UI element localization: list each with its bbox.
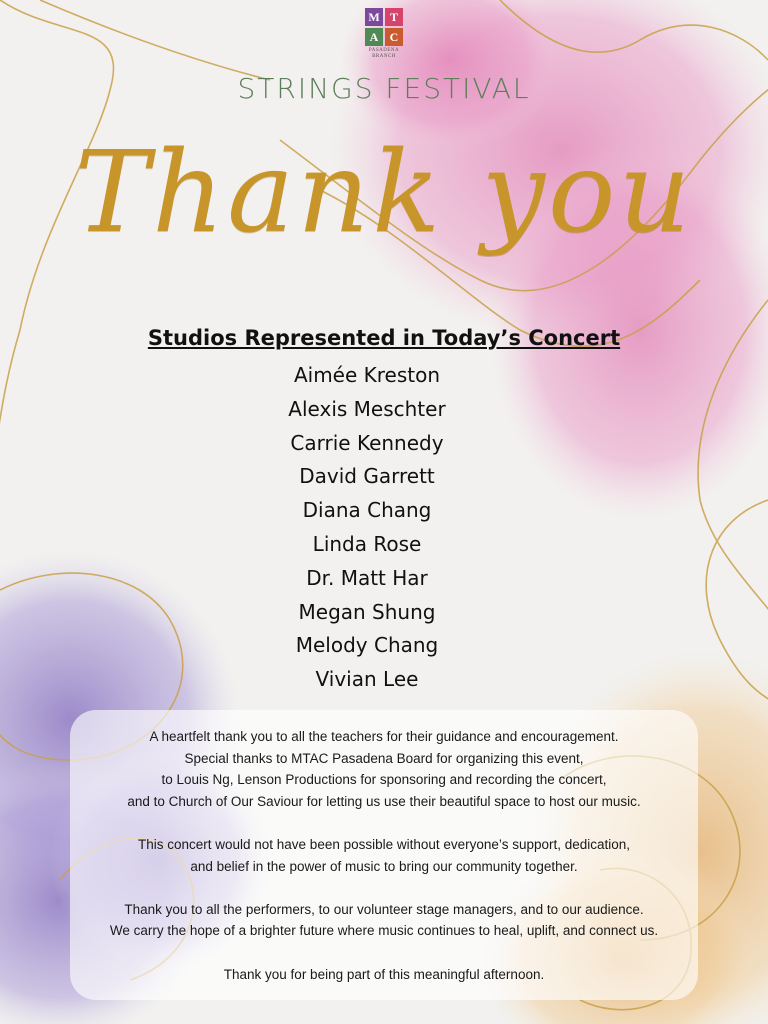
message-paragraph	[70, 726, 698, 812]
message-line: to Louis Ng, Lenson Productions for sponsoring and recording the concert,	[161, 772, 607, 788]
message-paragraph	[70, 834, 698, 877]
studio-name: Aimée Kreston	[293, 363, 441, 387]
logo-letter: T	[385, 8, 403, 26]
message-line: We carry the hope of a brighter future where music continues to heal, uplift, and connect us.	[109, 923, 659, 939]
message-paragraph	[70, 964, 698, 986]
studio-name: Carrie Kennedy	[290, 430, 444, 455]
studio-name: Dr. Matt Har	[306, 565, 428, 590]
studio-name: Alexis Meschter	[288, 396, 446, 421]
logo-letter: A	[365, 28, 383, 46]
message-line: Thank you to all the performers, to our volunteer stage managers, and to our audience.	[124, 901, 644, 917]
logo-letter: M	[365, 8, 383, 26]
festival-title: STRINGS FESTIVAL	[237, 72, 531, 105]
studios-list	[0, 359, 734, 697]
studio-name: Linda Rose	[312, 531, 422, 556]
message-line: A heartfelt thank you to all the teachers for their guidance and encouragement.	[149, 729, 619, 744]
message-line: Thank you for being part of this meaningful afternoon.	[223, 966, 545, 982]
mtac-logo	[364, 8, 404, 68]
message-line: Special thanks to MTAC Pasadena Board for organizing this event,	[184, 750, 584, 766]
logo-letter: C	[385, 28, 403, 46]
studio-name: Vivian Lee	[315, 667, 419, 692]
studio-name: Megan Shung	[298, 599, 436, 624]
thank-you-message	[70, 726, 698, 985]
studio-name: Diana Chang	[302, 498, 432, 523]
studio-name: David Garrett	[299, 464, 435, 489]
logo-grid	[365, 8, 403, 46]
message-line: This concert would not have been possible without everyone’s support, dedication,	[137, 836, 631, 852]
message-line: and to Church of Our Saviour for letting us use their beautiful space to host our music.	[127, 793, 641, 809]
message-line: and belief in the power of music to bring our community together.	[190, 858, 578, 874]
logo-subtitle: PASADENA BRANCH	[368, 48, 400, 59]
studio-name: Melody Chang	[295, 633, 439, 658]
thank-you-heading: Thank you	[74, 128, 694, 258]
message-paragraph	[70, 899, 698, 942]
studios-title: Studios Represented in Today’s Concert	[147, 326, 621, 350]
